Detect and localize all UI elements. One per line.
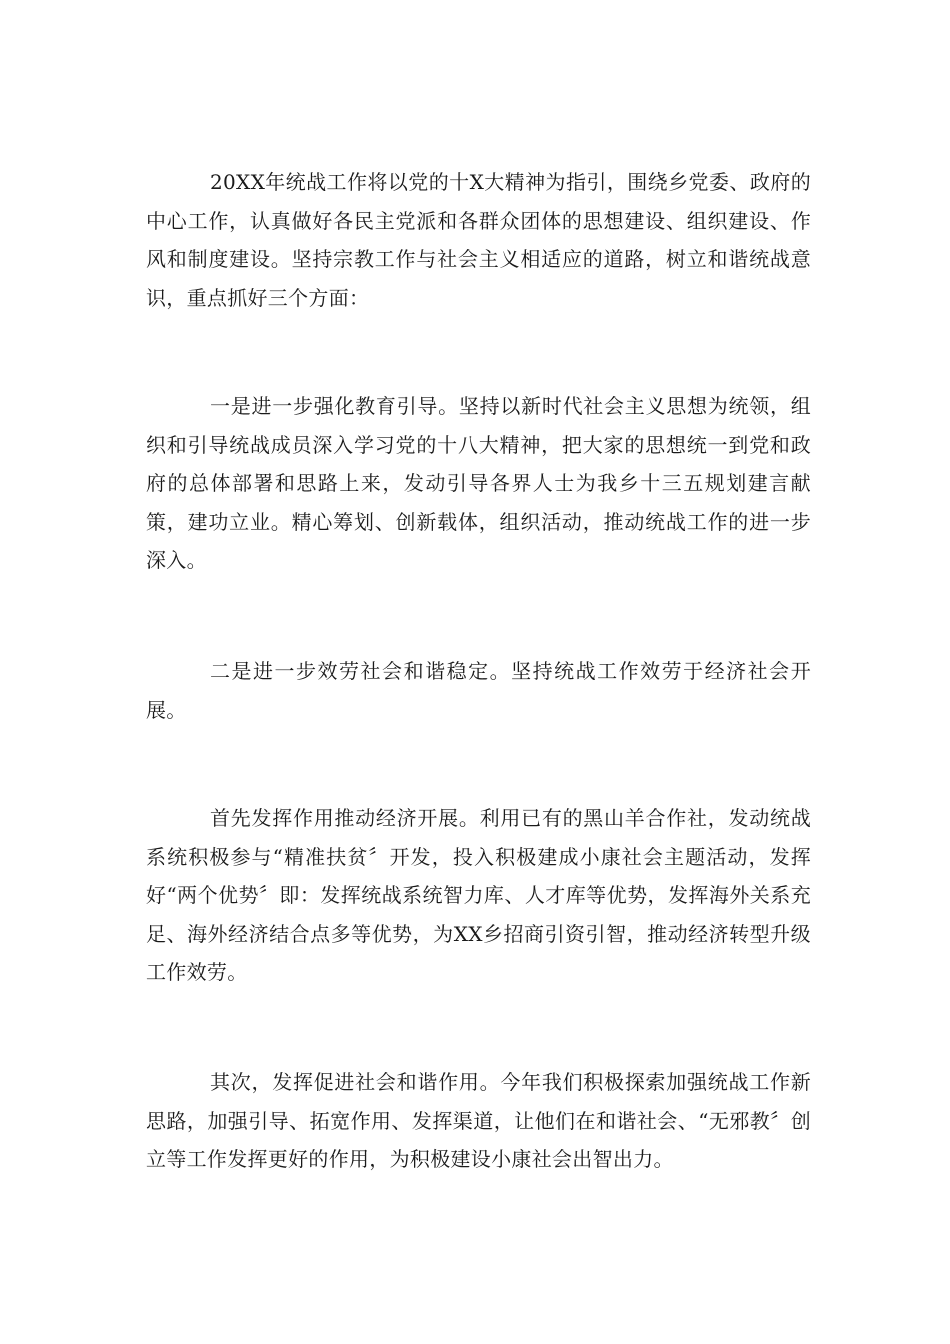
paragraph-social-harmony: 二是进一步效劳社会和谐稳定。坚持统战工作效劳于经济社会开展。 xyxy=(146,659,811,722)
paragraph-education-guidance: 一是进一步强化教育引导。坚持以新时代社会主义思想为统领，组织和引导统战成员深入学习党的十八大精神，把大家的思想统一到党和政府的总体部署和思路上来，发动引导各界人士为我乡十三五规划建言献策，建功立业。精心筹划、创新载体，组织活动，推动统战工作的进一步深入。 xyxy=(146,394,811,572)
paragraph-intro: 20XX年统战工作将以党的十X大精神为指引，围绕乡党委、政府的中心工作，认真做好各民主党派和各群众团体的思想建设、组织建设、作风和制度建设。坚持宗教工作与社会主义相适应的道路，树立和谐统战意识，重点抓好三个方面： xyxy=(146,170,811,310)
paragraph-harmony-role: 其次，发挥促进社会和谐作用。今年我们积极探索加强统战工作新思路，加强引导、拓宽作用、发挥渠道，让他们在和谐社会、“无邪教〞创立等工作发挥更好的作用，为积极建设小康社会出智出力。 xyxy=(146,1070,811,1171)
paragraph-economic-development: 首先发挥作用推动经济开展。利用已有的黑山羊合作社，发动统战系统积极参与“精准扶贫〞开发，投入积极建成小康社会主题活动，发挥好“两个优势〞即：发挥统战系统智力库、人才库等优势，发挥海外关系充足、海外经济结合点多等优势，为XX乡招商引资引智，推动经济转型升级工作效劳。 xyxy=(146,806,811,984)
